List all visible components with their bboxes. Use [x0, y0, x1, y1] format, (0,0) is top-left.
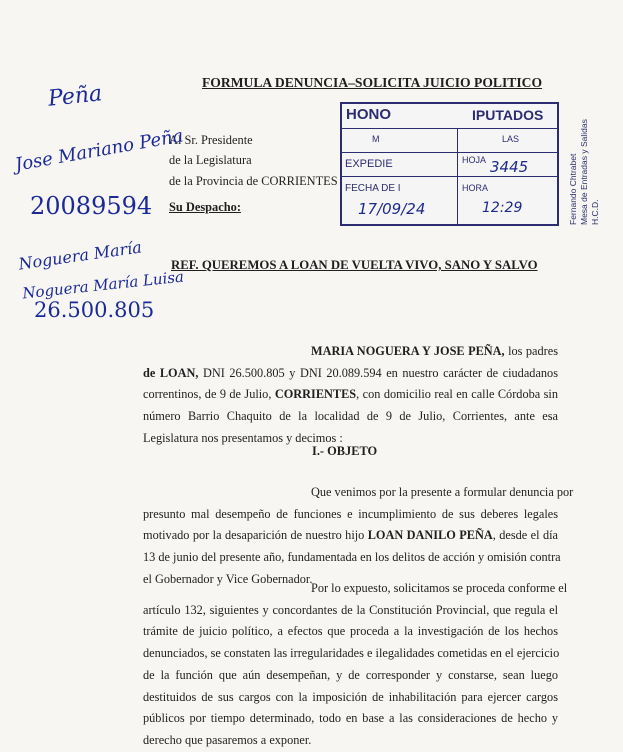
address-despacho: Su Despacho: [169, 200, 241, 214]
stamp-date: 17/09/24 [358, 200, 426, 218]
side-stamp [568, 100, 623, 225]
child-name: LOAN DANILO PEÑA [367, 528, 493, 543]
stamp-row2-right: LAS [502, 134, 520, 144]
handwritten-signature-2: Noguera María [17, 237, 143, 274]
intro-paragraph [143, 341, 558, 450]
intro-line-2-rest: en nuestro carácter de ciudadanos [381, 365, 558, 380]
objeto-line-1: Que venimos por la presente a formular denuncia por [311, 485, 574, 499]
objeto-line-3-b: , desde el día [492, 528, 558, 543]
intro-line-1 [143, 341, 558, 363]
stamp-hora: HORA [462, 183, 489, 193]
intro-line-1-rest: los padres [504, 344, 558, 358]
reference-line: REF. QUEREMOS A LOAN DE VUELTA VIVO, SANO Y SALVO [171, 258, 538, 272]
handwritten-dni-1: 20089594 [30, 192, 153, 220]
request-line-5: de la función que aún desempeñan, y de corresponder y constarse, sean luego [143, 667, 558, 682]
intro-line-2 [143, 363, 558, 385]
stamp-hoja: HOJA [462, 155, 487, 165]
intro-line-5: Legislatura nos presentamos y decimos : [143, 430, 343, 445]
stamp-fecha: FECHA DE I [345, 183, 401, 194]
request-line-3: trámite de juicio político, a efectos que proceda a la investigación de los hechos [143, 624, 558, 639]
intro-line-4: número Barrio Chaquito de la localidad de 9 de Julio, Corrientes, ante esa [143, 409, 558, 424]
province-name: CORRIENTES [274, 387, 357, 402]
parents-names: MARIA NOGUERA Y JOSE PEÑA, [311, 344, 505, 358]
address-line-1: Al Sr. Presidente [169, 133, 253, 147]
handwritten-name-1: Jose Mariano Peña [13, 125, 185, 176]
reception-stamp [340, 102, 559, 226]
objeto-line-3 [143, 525, 558, 547]
objeto-line-5: el Gobernador y Vice Gobernador. [143, 571, 313, 586]
intro-line-3-b: , con domicilio real en calle Córdoba sin [356, 387, 558, 402]
request-paragraph [143, 578, 568, 752]
intro-line-2-mid: y [289, 365, 300, 380]
stamp-number: 3445 [490, 158, 529, 176]
request-line-2: artículo 132, siguientes y concordantes de la Constitución Provincial, que regula el [143, 602, 558, 617]
handwritten-dni-2: 26.500.805 [34, 298, 155, 322]
objeto-line-2: presunto mal desempeño de funciones e incumplimiento de sus deberes legales [143, 506, 558, 521]
request-line-8: derecho que pasaremos a exponer. [143, 732, 312, 747]
side-stamp-line-2: Mesa de Entradas y Salidas [579, 119, 589, 225]
stamp-header: HONO [346, 106, 391, 123]
request-line-1: Por lo expuesto, solicitamos se proceda conforme el [311, 581, 568, 595]
side-stamp-line-3: H.C.D. [590, 199, 600, 225]
stamp-header-right: IPUTADOS [472, 107, 544, 123]
objeto-line-3-a: motivado por la desaparición de nuestro hijo [143, 528, 368, 543]
address-line-2: de la Legislatura [169, 153, 252, 167]
request-line-7: públicos por tiempo determinado, todo en base a las consideraciones de hecho y [143, 711, 558, 726]
document-title: FORMULA DENUNCIA–SOLICITA JUICIO POLITICO [202, 75, 543, 90]
intro-line-3-a: correntinos, de 9 de Julio, [143, 387, 275, 402]
dni-2: DNI 20.089.594 [299, 365, 382, 380]
side-stamp-line-1: Fernando Chtrabet [568, 153, 578, 225]
handwritten-name-2: Noguera María Luisa [21, 267, 185, 303]
address-line-3: de la Provincia de CORRIENTES [169, 174, 338, 188]
loan-name: de LOAN, [143, 365, 199, 380]
stamp-time: 12:29 [482, 200, 523, 216]
request-line-4: denunciados, se constaten las irregularidades e ilegalidades cometidas en el ejercicio [143, 646, 560, 661]
stamp-row2-left: M [372, 134, 380, 144]
intro-line-3 [143, 384, 558, 406]
request-line-6: destituidos de sus cargos con la imposición de inhabilitación para ejercer cargos [143, 689, 558, 704]
dni-1: DNI 26.500.805 [198, 365, 290, 380]
stamp-expediente: EXPEDIE [345, 158, 393, 170]
section-objeto-heading: I.- OBJETO [312, 444, 378, 458]
objeto-line-4: 13 de junio del presente año, fundamentada en los delitos de acción y omisión contra [143, 550, 561, 565]
objeto-paragraph [143, 482, 574, 591]
handwritten-signature-1: Peña [46, 81, 104, 112]
